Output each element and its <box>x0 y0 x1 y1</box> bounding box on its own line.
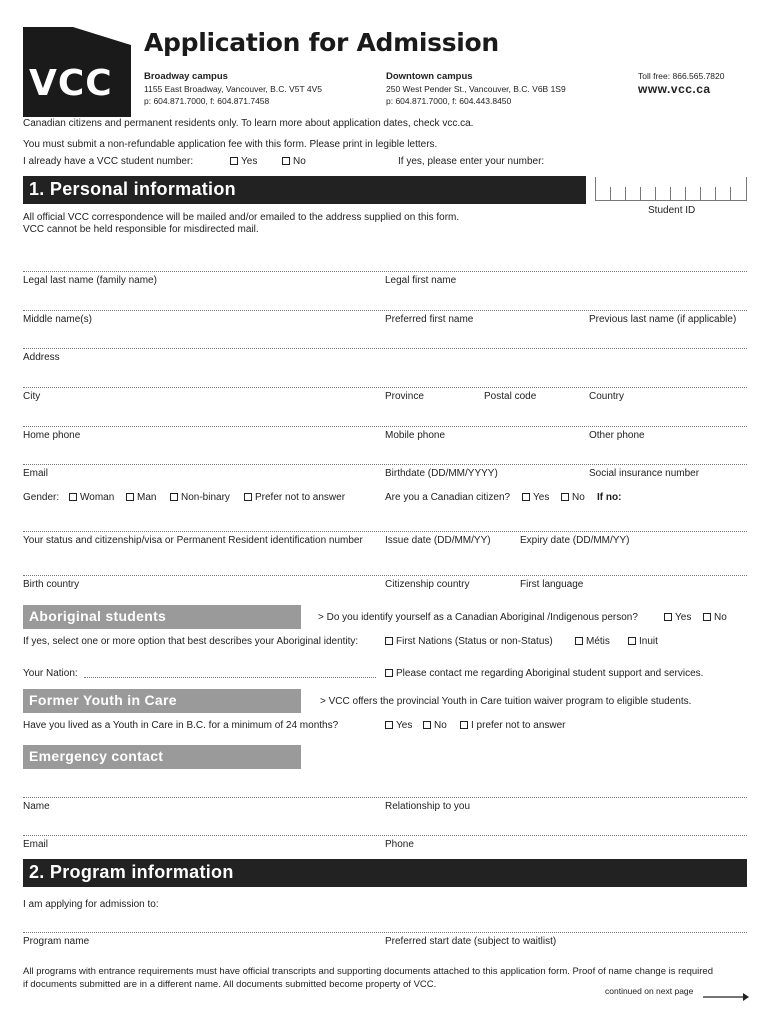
broadway-contact: p: 604.871.7000, f: 604.871.7458 <box>144 96 270 106</box>
broadway-name: Broadway campus <box>144 71 228 82</box>
downtown-contact: p: 604.871.7000, f: 604.443.8450 <box>386 96 512 106</box>
metis-option[interactable]: Métis <box>575 636 610 647</box>
line-country[interactable] <box>23 575 747 576</box>
applying-label: I am applying for admission to: <box>23 899 159 910</box>
your-nation: Your Nation: <box>23 668 78 679</box>
checkbox-icon <box>126 493 134 501</box>
home-phone: Home phone <box>23 430 81 441</box>
youth-title: Former Youth in Care <box>29 692 177 708</box>
issue-date: Issue date (DD/MM/YY) <box>385 535 491 546</box>
correspondence-note2: VCC cannot be held responsible for misdirected mail. <box>23 224 259 235</box>
emergency-email: Email <box>23 839 49 850</box>
broadway-campus <box>144 71 322 107</box>
tollfree: Toll free: 866.565.7820 <box>638 71 725 81</box>
line-phone[interactable] <box>23 426 747 427</box>
expiry-date: Expiry date (DD/MM/YY) <box>520 535 630 546</box>
preferred-start-date: Preferred start date (subject to waitlist) <box>385 936 557 947</box>
emergency-relationship: Relationship to you <box>385 801 471 812</box>
checkbox-icon <box>423 721 431 729</box>
footer-note1: All programs with entrance requirements must have official transcripts and supporting documents attached to this application form. Proof of name change is required <box>23 966 713 977</box>
checkbox-icon <box>561 493 569 501</box>
line-middle[interactable] <box>23 310 747 311</box>
program-name: Program name <box>23 936 90 947</box>
citizen-yes[interactable]: Yes <box>522 492 549 503</box>
student-id-field[interactable] <box>595 177 747 201</box>
continued-next-page: continued on next page <box>605 986 694 996</box>
aboriginal-yes[interactable]: Yes <box>664 612 691 623</box>
status-citizenship: Your status and citizenship/visa or Permanent Resident identification number <box>23 535 363 546</box>
aboriginal-question: > Do you identify yourself as a Canadian Aboriginal /Indigenous person? <box>318 612 638 623</box>
birth-country: Birth country <box>23 579 80 590</box>
email: Email <box>23 468 49 479</box>
city: City <box>23 391 41 402</box>
contact-me-option[interactable]: Please contact me regarding Aboriginal student support and services. <box>385 668 703 679</box>
address: Address <box>23 352 60 363</box>
gender-woman[interactable]: Woman <box>69 492 114 503</box>
inuit-option[interactable]: Inuit <box>628 636 658 647</box>
website-link[interactable]: www.vcc.ca <box>638 82 711 96</box>
downtown-name: Downtown campus <box>386 71 473 82</box>
line-address[interactable] <box>23 348 747 349</box>
youth-info: > VCC offers the provincial Youth in Care tuition waiver program to eligible students. <box>320 696 692 707</box>
gender-man[interactable]: Man <box>126 492 156 503</box>
section2-title: 2. Program information <box>29 862 234 882</box>
intro-line2: You must submit a non-refundable application fee with this form. Please print in legible letters. <box>23 139 438 150</box>
nation-input-line[interactable] <box>84 677 376 678</box>
arrow-right-icon <box>703 988 749 1006</box>
checkbox-icon <box>230 157 238 165</box>
checkbox-icon <box>385 669 393 677</box>
emergency-phone: Phone <box>385 839 414 850</box>
citizen-question: Are you a Canadian citizen? <box>385 492 511 503</box>
aboriginal-header <box>23 605 301 629</box>
first-language: First language <box>520 579 584 590</box>
legal-first-name: Legal first name <box>385 275 457 286</box>
youth-yes[interactable]: Yes <box>385 720 412 731</box>
student-number-no[interactable]: No <box>282 156 306 167</box>
student-number-yes[interactable]: Yes <box>230 156 257 167</box>
checkbox-icon <box>628 637 636 645</box>
checkbox-icon <box>282 157 290 165</box>
youth-question: Have you lived as a Youth in Care in B.C. for a minimum of 24 months? <box>23 720 339 731</box>
youth-header <box>23 689 301 713</box>
checkbox-icon <box>69 493 77 501</box>
correspondence-note1: All official VCC correspondence will be mailed and/or emailed to the address supplied on this form. <box>23 212 460 223</box>
gender-nonbinary[interactable]: Non-binary <box>170 492 230 503</box>
student-id-label: Student ID <box>648 205 696 216</box>
province: Province <box>385 391 424 402</box>
line-city[interactable] <box>23 387 747 388</box>
if-no-label: If no: <box>597 492 622 503</box>
checkbox-icon <box>170 493 178 501</box>
line-email[interactable] <box>23 464 747 465</box>
gender-label: Gender: <box>23 492 60 503</box>
legal-last-name: Legal last name (family name) <box>23 275 157 286</box>
youth-prefer-not[interactable]: I prefer not to answer <box>460 720 566 731</box>
sin: Social insurance number <box>589 468 700 479</box>
checkbox-icon <box>575 637 583 645</box>
preferred-first-name: Preferred first name <box>385 314 474 325</box>
section1-title: 1. Personal information <box>29 179 236 199</box>
other-phone: Other phone <box>589 430 645 441</box>
checkbox-icon <box>385 721 393 729</box>
line-program[interactable] <box>23 932 747 933</box>
first-nations-option[interactable]: First Nations (Status or non-Status) <box>385 636 553 647</box>
emergency-header <box>23 745 301 769</box>
birthdate: Birthdate (DD/MM/YYYY) <box>385 468 498 479</box>
line-name[interactable] <box>23 271 747 272</box>
checkbox-icon <box>664 613 672 621</box>
aboriginal-title: Aboriginal students <box>29 608 167 624</box>
section1-header <box>23 176 586 204</box>
checkbox-icon <box>703 613 711 621</box>
downtown-campus <box>386 71 566 107</box>
aboriginal-no[interactable]: No <box>703 612 727 623</box>
line-emergency-name[interactable] <box>23 797 747 798</box>
gender-prefer-not[interactable]: Prefer not to answer <box>244 492 345 503</box>
broadway-address: 1155 East Broadway, Vancouver, B.C. V5T 4V5 <box>144 84 322 94</box>
youth-no[interactable]: No <box>423 720 447 731</box>
checkbox-icon <box>522 493 530 501</box>
previous-last-name: Previous last name (if applicable) <box>589 314 737 325</box>
section2-header <box>23 859 747 887</box>
checkbox-icon <box>460 721 468 729</box>
checkbox-icon <box>244 493 252 501</box>
emergency-title: Emergency contact <box>29 748 164 764</box>
line-emergency-email[interactable] <box>23 835 747 836</box>
downtown-address: 250 West Pender St., Vancouver, B.C. V6B 1S9 <box>386 84 566 94</box>
postal-code: Postal code <box>484 391 537 402</box>
page-title: Application for Admission <box>144 28 499 57</box>
mobile-phone: Mobile phone <box>385 430 446 441</box>
country: Country <box>589 391 625 402</box>
logo-text: VCC <box>29 63 113 104</box>
middle-name: Middle name(s) <box>23 314 92 325</box>
aboriginal-select-prompt: If yes, select one or more option that best describes your Aboriginal identity: <box>23 636 359 647</box>
checkbox-icon <box>385 637 393 645</box>
intro-line1: Canadian citizens and permanent residents only. To learn more about application dates, check vcc.ca. <box>23 118 474 129</box>
footer-note2: if documents submitted are in a different name. All documents submitted become property of VCC. <box>23 979 437 990</box>
line-status[interactable] <box>23 531 747 532</box>
if-yes-number: If yes, please enter your number: <box>398 156 545 167</box>
citizen-no[interactable]: No <box>561 492 585 503</box>
citizenship-country: Citizenship country <box>385 579 470 590</box>
vcc-logo <box>23 27 131 117</box>
student-number-question: I already have a VCC student number: <box>23 156 194 167</box>
emergency-name: Name <box>23 801 50 812</box>
